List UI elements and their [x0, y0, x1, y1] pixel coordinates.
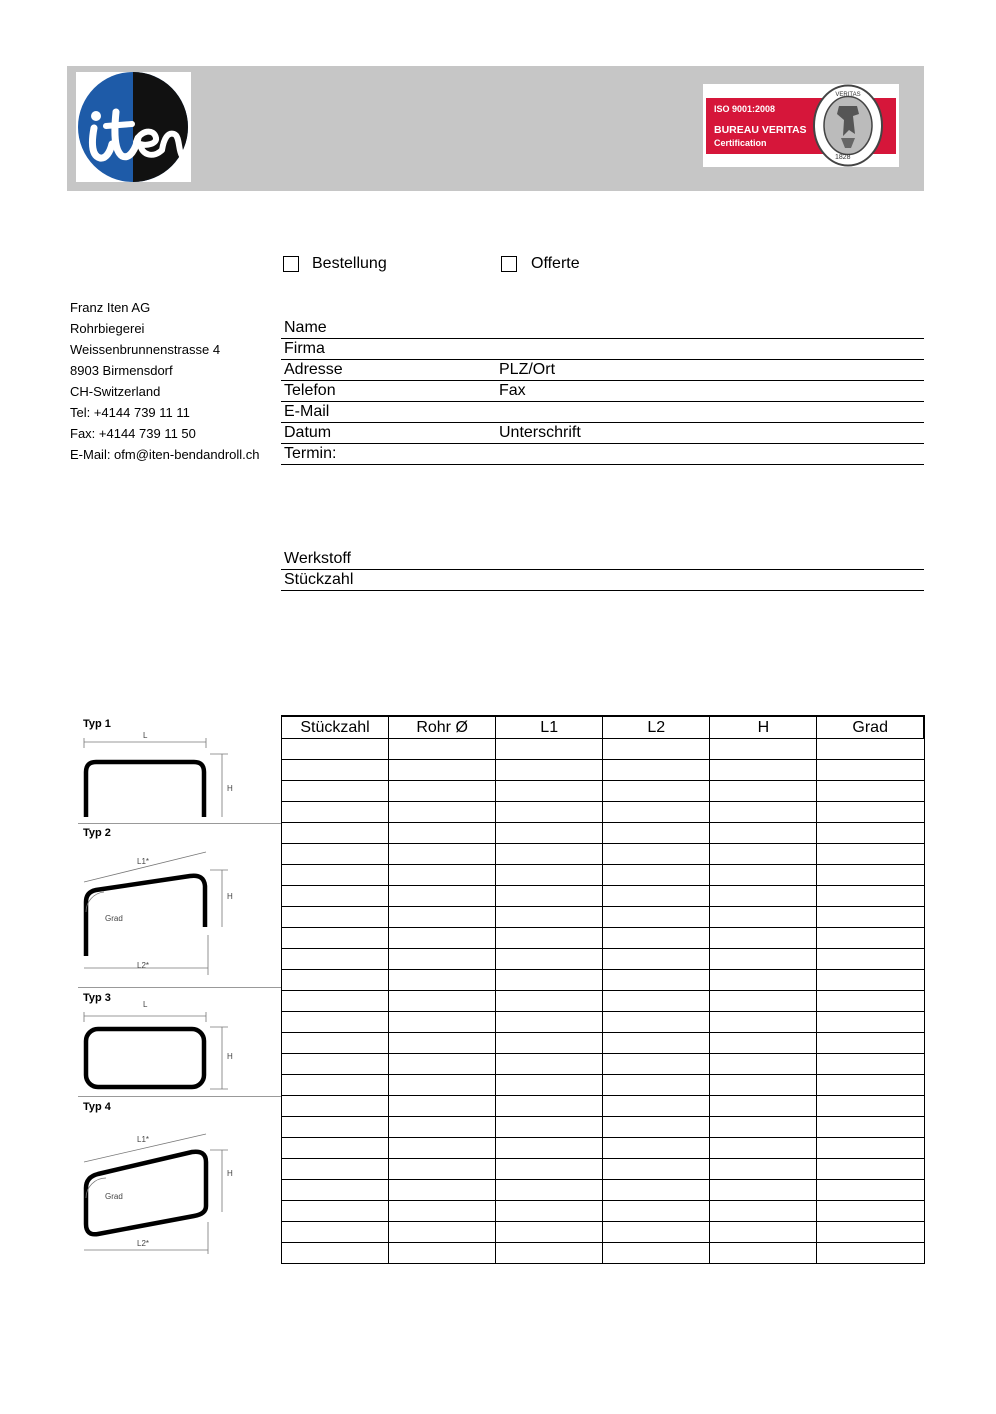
- table-cell[interactable]: [282, 739, 389, 760]
- table-cell[interactable]: [710, 928, 817, 949]
- table-cell[interactable]: [496, 1201, 603, 1222]
- table-cell[interactable]: [389, 1180, 496, 1201]
- datum-field[interactable]: [281, 423, 924, 444]
- table-row: [282, 844, 925, 865]
- table-row: [282, 1096, 925, 1117]
- table-cell[interactable]: [496, 1012, 603, 1033]
- termin-field[interactable]: [281, 444, 924, 465]
- table-cell[interactable]: [603, 823, 710, 844]
- table-cell[interactable]: [389, 1096, 496, 1117]
- table-row: [282, 865, 925, 886]
- table-row: [282, 886, 925, 907]
- table-cell[interactable]: [282, 949, 389, 970]
- table-cell[interactable]: [389, 760, 496, 781]
- table-cell[interactable]: [389, 1117, 496, 1138]
- telefon-label: Telefon: [284, 382, 336, 399]
- table-cell[interactable]: [389, 970, 496, 991]
- table-cell[interactable]: [496, 907, 603, 928]
- company-street: Weissenbrunnenstrasse 4: [70, 342, 221, 357]
- table-cell[interactable]: [603, 907, 710, 928]
- typ-separator: [78, 823, 281, 824]
- typ2-drawing: [78, 840, 238, 985]
- typ1-label: Typ 1: [83, 718, 111, 730]
- table-cell[interactable]: [710, 802, 817, 823]
- table-cell[interactable]: [496, 949, 603, 970]
- typ3-drawing: [78, 1004, 238, 1099]
- cert-iso-text: ISO 9001:2008: [714, 104, 776, 114]
- table-cell[interactable]: [710, 1222, 817, 1243]
- table-cell[interactable]: [603, 865, 710, 886]
- table-cell[interactable]: [282, 1054, 389, 1075]
- table-row: [282, 1201, 925, 1222]
- typ3-dim-l: L: [143, 1000, 148, 1009]
- table-row: [282, 823, 925, 844]
- table-cell[interactable]: [496, 991, 603, 1012]
- table-cell[interactable]: [603, 1201, 710, 1222]
- email-label: E-Mail: [284, 403, 330, 420]
- table-cell[interactable]: [282, 1096, 389, 1117]
- col-stueckzahl: Stückzahl: [282, 716, 389, 739]
- unterschrift-label: Unterschrift: [499, 424, 581, 441]
- table-cell[interactable]: [496, 739, 603, 760]
- table-cell[interactable]: [817, 844, 924, 865]
- table-row: [282, 907, 925, 928]
- table-cell[interactable]: [389, 844, 496, 865]
- table-cell[interactable]: [603, 970, 710, 991]
- table-cell[interactable]: [389, 865, 496, 886]
- table-cell[interactable]: [710, 1012, 817, 1033]
- table-cell[interactable]: [282, 1138, 389, 1159]
- table-cell[interactable]: [496, 1054, 603, 1075]
- table-cell[interactable]: [603, 739, 710, 760]
- table-body: [282, 739, 925, 1264]
- table-row: [282, 949, 925, 970]
- table-cell[interactable]: [389, 928, 496, 949]
- company-city: 8903 Birmensdorf: [70, 363, 173, 378]
- table-cell[interactable]: [817, 1201, 924, 1222]
- table-row: [282, 1075, 925, 1096]
- company-division: Rohrbiegerei: [70, 321, 145, 336]
- col-l1: L1: [496, 716, 603, 739]
- table-cell[interactable]: [603, 760, 710, 781]
- table-cell[interactable]: [603, 802, 710, 823]
- table-row: [282, 1159, 925, 1180]
- col-grad: Grad: [817, 716, 924, 739]
- table-cell[interactable]: [496, 781, 603, 802]
- table-row: [282, 1180, 925, 1201]
- table-cell[interactable]: [282, 886, 389, 907]
- table-cell[interactable]: [389, 739, 496, 760]
- table-cell[interactable]: [603, 1117, 710, 1138]
- table-cell[interactable]: [817, 949, 924, 970]
- table-cell[interactable]: [603, 1138, 710, 1159]
- name-field[interactable]: [281, 318, 924, 339]
- table-cell[interactable]: [496, 886, 603, 907]
- datum-label: Datum: [284, 424, 332, 441]
- table-cell[interactable]: [496, 928, 603, 949]
- table-cell[interactable]: [496, 1117, 603, 1138]
- table-row: [282, 1222, 925, 1243]
- table-cell[interactable]: [389, 991, 496, 1012]
- table-cell[interactable]: [389, 1054, 496, 1075]
- table-cell[interactable]: [710, 823, 817, 844]
- table-cell[interactable]: [603, 1012, 710, 1033]
- typ2-dim-h: H: [227, 892, 233, 901]
- table-cell[interactable]: [496, 1096, 603, 1117]
- table-cell[interactable]: [710, 1117, 817, 1138]
- typ2-dim-l1: L1*: [137, 857, 150, 866]
- company-phone: Tel: +4144 739 11 11: [70, 405, 190, 420]
- table-cell[interactable]: [282, 928, 389, 949]
- table-cell[interactable]: [603, 1243, 710, 1264]
- werkstoff-label: Werkstoff: [284, 550, 351, 567]
- table-cell[interactable]: [389, 1243, 496, 1264]
- table-cell[interactable]: [710, 886, 817, 907]
- table-cell[interactable]: [389, 1201, 496, 1222]
- table-cell[interactable]: [389, 1222, 496, 1243]
- table-cell[interactable]: [603, 991, 710, 1012]
- firma-field[interactable]: [281, 339, 924, 360]
- table-cell[interactable]: [496, 1138, 603, 1159]
- table-row: [282, 739, 925, 760]
- table-cell[interactable]: [710, 907, 817, 928]
- table-cell[interactable]: [710, 739, 817, 760]
- table-row: [282, 1054, 925, 1075]
- table-cell[interactable]: [817, 886, 924, 907]
- table-cell[interactable]: [496, 970, 603, 991]
- table-cell[interactable]: [817, 1222, 924, 1243]
- table-cell[interactable]: [710, 1180, 817, 1201]
- typ4-dim-l1: L1*: [137, 1135, 150, 1144]
- table-cell[interactable]: [282, 1033, 389, 1054]
- termin-label: Termin:: [284, 445, 337, 462]
- table-row: [282, 928, 925, 949]
- table-cell[interactable]: [817, 1117, 924, 1138]
- table-cell[interactable]: [817, 970, 924, 991]
- table-cell[interactable]: [603, 1180, 710, 1201]
- order-table: [281, 715, 925, 1264]
- table-cell[interactable]: [710, 1138, 817, 1159]
- table-cell[interactable]: [817, 1075, 924, 1096]
- col-l2: L2: [603, 716, 710, 739]
- table-cell[interactable]: [710, 1054, 817, 1075]
- typ1-drawing: [78, 728, 238, 825]
- typ2-dim-grad: Grad: [105, 914, 123, 923]
- cert-name-text: BUREAU VERITAS: [714, 124, 807, 136]
- table-row: [282, 781, 925, 802]
- table-cell[interactable]: [496, 844, 603, 865]
- table-row: [282, 802, 925, 823]
- table-cell[interactable]: [282, 907, 389, 928]
- table-cell[interactable]: [282, 802, 389, 823]
- table-cell[interactable]: [282, 865, 389, 886]
- table-row: [282, 760, 925, 781]
- table-cell[interactable]: [710, 865, 817, 886]
- typ-separator: [78, 987, 281, 988]
- table-row: [282, 1033, 925, 1054]
- table-cell[interactable]: [817, 1180, 924, 1201]
- table-row: [282, 1138, 925, 1159]
- typ3-dim-h: H: [227, 1052, 233, 1061]
- table-cell[interactable]: [389, 781, 496, 802]
- table-cell[interactable]: [389, 949, 496, 970]
- typ3-label: Typ 3: [83, 992, 111, 1004]
- table-cell[interactable]: [282, 823, 389, 844]
- table-cell[interactable]: [496, 823, 603, 844]
- table-header-row: [282, 716, 925, 739]
- table-row: [282, 1243, 925, 1264]
- table-cell[interactable]: [282, 991, 389, 1012]
- typ1-dim-l: L: [143, 731, 148, 740]
- werkstoff-field[interactable]: [281, 549, 924, 570]
- table-cell[interactable]: [603, 928, 710, 949]
- table-cell[interactable]: [603, 1054, 710, 1075]
- table-cell[interactable]: [282, 844, 389, 865]
- table-cell[interactable]: [496, 1033, 603, 1054]
- table-cell[interactable]: [389, 1138, 496, 1159]
- table-cell[interactable]: [496, 1243, 603, 1264]
- table-cell[interactable]: [496, 760, 603, 781]
- typ2-label: Typ 2: [83, 827, 111, 839]
- table-cell[interactable]: [817, 760, 924, 781]
- table-cell[interactable]: [282, 1201, 389, 1222]
- table-cell[interactable]: [496, 1075, 603, 1096]
- table-cell[interactable]: [282, 970, 389, 991]
- table-cell[interactable]: [282, 1012, 389, 1033]
- typ2-dim-l2: L2*: [137, 961, 150, 970]
- table-cell[interactable]: [603, 1075, 710, 1096]
- table-cell[interactable]: [710, 1096, 817, 1117]
- table-cell[interactable]: [710, 1243, 817, 1264]
- telefon-field[interactable]: [281, 381, 924, 402]
- typ4-dim-h: H: [227, 1169, 233, 1178]
- table-cell[interactable]: [710, 1159, 817, 1180]
- typ4-dim-grad: Grad: [105, 1192, 123, 1201]
- table-cell[interactable]: [282, 1159, 389, 1180]
- stueckzahl-label: Stückzahl: [284, 571, 354, 588]
- fax-label: Fax: [499, 382, 526, 399]
- table-cell[interactable]: [603, 1159, 710, 1180]
- table-cell[interactable]: [496, 1222, 603, 1243]
- table-cell[interactable]: [389, 907, 496, 928]
- table-cell[interactable]: [282, 760, 389, 781]
- bestellung-label: Bestellung: [312, 255, 387, 272]
- table-cell[interactable]: [817, 823, 924, 844]
- table-cell[interactable]: [389, 886, 496, 907]
- table-row: [282, 1012, 925, 1033]
- table-cell[interactable]: [817, 739, 924, 760]
- email-field[interactable]: [281, 402, 924, 423]
- table-cell[interactable]: [603, 1222, 710, 1243]
- table-cell[interactable]: [282, 1117, 389, 1138]
- table-cell[interactable]: [817, 781, 924, 802]
- table-cell[interactable]: [817, 802, 924, 823]
- bestellung-checkbox[interactable]: [283, 256, 299, 272]
- table-cell[interactable]: [282, 1243, 389, 1264]
- stueckzahl-field[interactable]: [281, 570, 924, 591]
- table-cell[interactable]: [496, 802, 603, 823]
- table-cell[interactable]: [817, 991, 924, 1012]
- table-cell[interactable]: [710, 760, 817, 781]
- table-cell[interactable]: [389, 823, 496, 844]
- table-row: [282, 1117, 925, 1138]
- typ4-drawing: [78, 1122, 238, 1262]
- typ-separator: [78, 1096, 281, 1097]
- adresse-field[interactable]: [281, 360, 924, 381]
- iten-logo: [76, 72, 191, 182]
- table-cell[interactable]: [710, 844, 817, 865]
- table-cell[interactable]: [603, 1033, 710, 1054]
- table-cell[interactable]: [603, 1096, 710, 1117]
- typ4-dim-l2: L2*: [137, 1239, 150, 1248]
- table-cell[interactable]: [817, 1159, 924, 1180]
- table-cell[interactable]: [710, 1033, 817, 1054]
- cert-seal-year: 1828: [835, 154, 851, 161]
- table-cell[interactable]: [282, 1222, 389, 1243]
- table-cell[interactable]: [389, 1075, 496, 1096]
- table-cell[interactable]: [817, 1012, 924, 1033]
- table-cell[interactable]: [496, 865, 603, 886]
- table-cell[interactable]: [710, 781, 817, 802]
- table-cell[interactable]: [710, 1075, 817, 1096]
- col-h: H: [710, 716, 817, 739]
- table-cell[interactable]: [817, 1033, 924, 1054]
- company-name: Franz Iten AG: [70, 300, 151, 315]
- typ4-label: Typ 4: [83, 1101, 111, 1113]
- col-rohr: Rohr Ø: [389, 716, 496, 739]
- table-cell[interactable]: [282, 1075, 389, 1096]
- svg-text:VERITAS: VERITAS: [835, 92, 861, 98]
- table-cell[interactable]: [710, 949, 817, 970]
- table-cell[interactable]: [389, 1012, 496, 1033]
- table-cell[interactable]: [603, 781, 710, 802]
- table-cell[interactable]: [282, 1180, 389, 1201]
- offerte-checkbox[interactable]: [501, 256, 517, 272]
- table-cell[interactable]: [282, 781, 389, 802]
- company-fax: Fax: +4144 739 11 50: [70, 426, 196, 441]
- table-cell[interactable]: [496, 1159, 603, 1180]
- table-cell[interactable]: [817, 1243, 924, 1264]
- table-cell[interactable]: [710, 1201, 817, 1222]
- typ1-dim-h: H: [227, 784, 233, 793]
- company-email: E-Mail: ofm@iten-bendandroll.ch: [70, 447, 260, 462]
- table-cell[interactable]: [496, 1180, 603, 1201]
- table-cell[interactable]: [817, 928, 924, 949]
- table-cell[interactable]: [817, 1054, 924, 1075]
- table-cell[interactable]: [389, 1033, 496, 1054]
- table-cell[interactable]: [603, 844, 710, 865]
- table-row: [282, 970, 925, 991]
- adresse-label: Adresse: [284, 361, 343, 378]
- table-cell[interactable]: [389, 802, 496, 823]
- table-cell[interactable]: [603, 949, 710, 970]
- firma-label: Firma: [284, 340, 325, 357]
- cert-sub-text: Certification: [714, 138, 767, 148]
- table-cell[interactable]: [817, 865, 924, 886]
- table-row: [282, 991, 925, 1012]
- table-cell[interactable]: [817, 1138, 924, 1159]
- table-cell[interactable]: [389, 1159, 496, 1180]
- company-country: CH-Switzerland: [70, 384, 161, 399]
- offerte-label: Offerte: [531, 255, 580, 272]
- table-cell[interactable]: [710, 970, 817, 991]
- name-label: Name: [284, 319, 327, 336]
- table-cell[interactable]: [817, 907, 924, 928]
- table-cell[interactable]: [603, 886, 710, 907]
- plz-ort-label: PLZ/Ort: [499, 361, 556, 378]
- bureau-veritas-certificate: [703, 84, 899, 167]
- table-cell[interactable]: [817, 1096, 924, 1117]
- table-cell[interactable]: [710, 991, 817, 1012]
